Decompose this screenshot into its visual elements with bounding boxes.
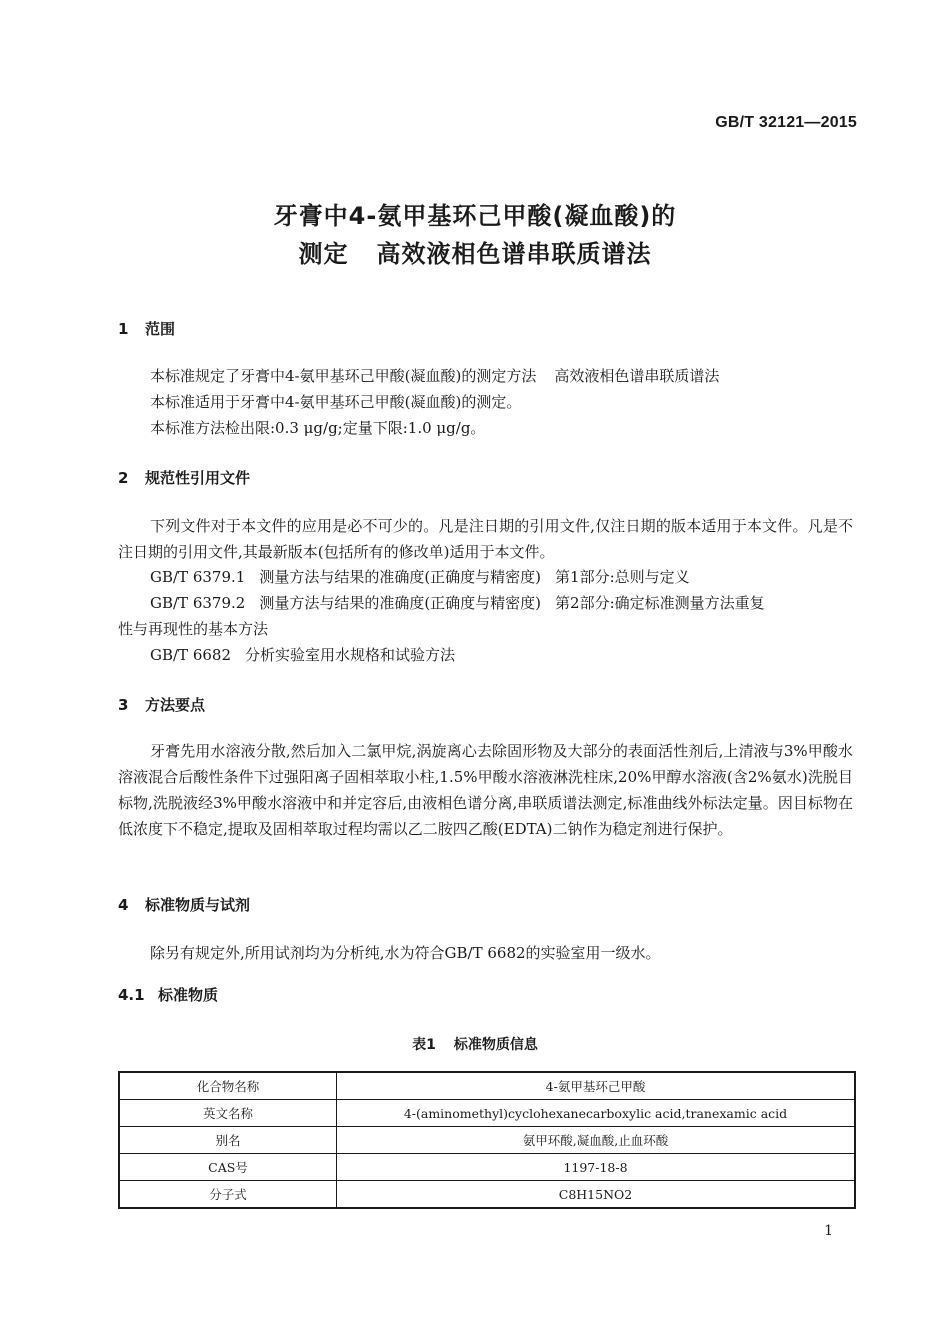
reference-item [150,643,455,668]
table-row [119,1181,855,1209]
section-title: 范围 [145,320,176,338]
document-code: GB/T 32121—2015 [715,114,857,131]
standard-substance-table [118,1071,856,1209]
section-title: 标准物质 [158,986,219,1004]
method-summary: 牙膏先用水溶液分散,然后加入二氯甲烷,涡旋离心去除固形物及大部分的表面活性剂后,上清液与3%甲酸水溶液混合后酸性条件下过强阳离子固相萃取小柱,1.5%甲酸水溶液淋洗柱床,20%甲醇水溶液(含2%氨水)洗脱目标物,洗脱液经3%甲酸水溶液中和并定容后,由液相色谱分离,串联质谱法测定,标准曲线外标法定量。因目标物在低浓度下不稳定,提取及固相萃取过程均需以乙二胺四乙酸(EDTA)二钠作为稳定剂进行保护。 [118,742,853,838]
reference-item [150,565,690,590]
references-intro: 下列文件对于本文件的应用是必不可少的。凡是注日期的引用文件,仅注日期的版本适用于本文件。凡是不注日期的引用文件,其最新版本(包括所有的修改单)适用于本文件。 [118,517,853,561]
section-number: 4 [118,896,129,914]
reference-code: GB/T 6379.1 [150,568,246,586]
reference-continuation: 性与再现性的基本方法 [118,620,269,638]
row-value: 4-氨甲基环己甲酸 [337,1072,856,1100]
section-1-heading [118,318,175,339]
document-title-line-2 [0,234,950,269]
reference-title: 测量方法与结果的准确度(正确度与精密度) [259,594,542,612]
section-title: 规范性引用文件 [145,469,251,487]
section-number: 3 [118,696,129,714]
scope-paragraph-3: 本标准方法检出限:0.3 μg/g;定量下限:1.0 μg/g。 [150,419,486,437]
section-4-1-heading [118,984,218,1005]
section-title: 方法要点 [145,696,206,714]
reference-part: 第2部分:确定标准测量方法重复 [555,594,765,612]
scope-method: 高效液相色谱串联质谱法 [554,367,720,385]
section-title: 标准物质与试剂 [145,896,251,914]
reagents-paragraph: 除另有规定外,所用试剂均为分析纯,水为符合GB/T 6682的实验室用一级水。 [150,944,661,962]
scope-paragraph-1 [150,364,719,389]
section-number: 1 [118,320,129,338]
page-number: 1 [824,1223,833,1239]
row-label: CAS号 [119,1154,337,1181]
reference-title: 测量方法与结果的准确度(正确度与精密度) [259,568,542,586]
table-row [119,1127,855,1154]
section-number: 2 [118,469,129,487]
row-value: 氨甲环酸,凝血酸,止血环酸 [337,1127,856,1154]
scope-paragraph-2: 本标准适用于牙膏中4-氨甲基环己甲酸(凝血酸)的测定。 [150,393,522,411]
table-title: 标准物质信息 [453,1037,538,1053]
reference-title: 分析实验室用水规格和试验方法 [245,646,456,664]
table-row [119,1154,855,1181]
section-4-heading [118,894,250,915]
table-number: 表1 [412,1037,436,1053]
table-caption [0,1034,950,1054]
document-title-line-1: 牙膏中4-氨甲基环己甲酸(凝血酸)的 [273,202,677,230]
reference-code: GB/T 6682 [150,646,232,664]
row-label: 别名 [119,1127,337,1154]
table-row [119,1072,855,1100]
reference-item [150,591,765,616]
scope-text: 本标准规定了牙膏中4-氨甲基环己甲酸(凝血酸)的测定方法 [150,367,537,385]
section-2-heading [118,467,250,488]
row-value: 4-(aminomethyl)cyclohexanecarboxylic acid,tranexamic acid [337,1100,856,1127]
row-value: C8H15NO2 [337,1181,856,1209]
section-3-heading [118,694,205,715]
row-label: 化合物名称 [119,1072,337,1100]
title-part-b: 高效液相色谱串联质谱法 [376,240,652,268]
section-number: 4.1 [118,986,145,1004]
row-value: 1197-18-8 [337,1154,856,1181]
table-row [119,1100,855,1127]
reference-code: GB/T 6379.2 [150,594,246,612]
row-label: 分子式 [119,1181,337,1209]
reference-part: 第1部分:总则与定义 [555,568,690,586]
title-part-a: 测定 [298,240,349,268]
row-label: 英文名称 [119,1100,337,1127]
